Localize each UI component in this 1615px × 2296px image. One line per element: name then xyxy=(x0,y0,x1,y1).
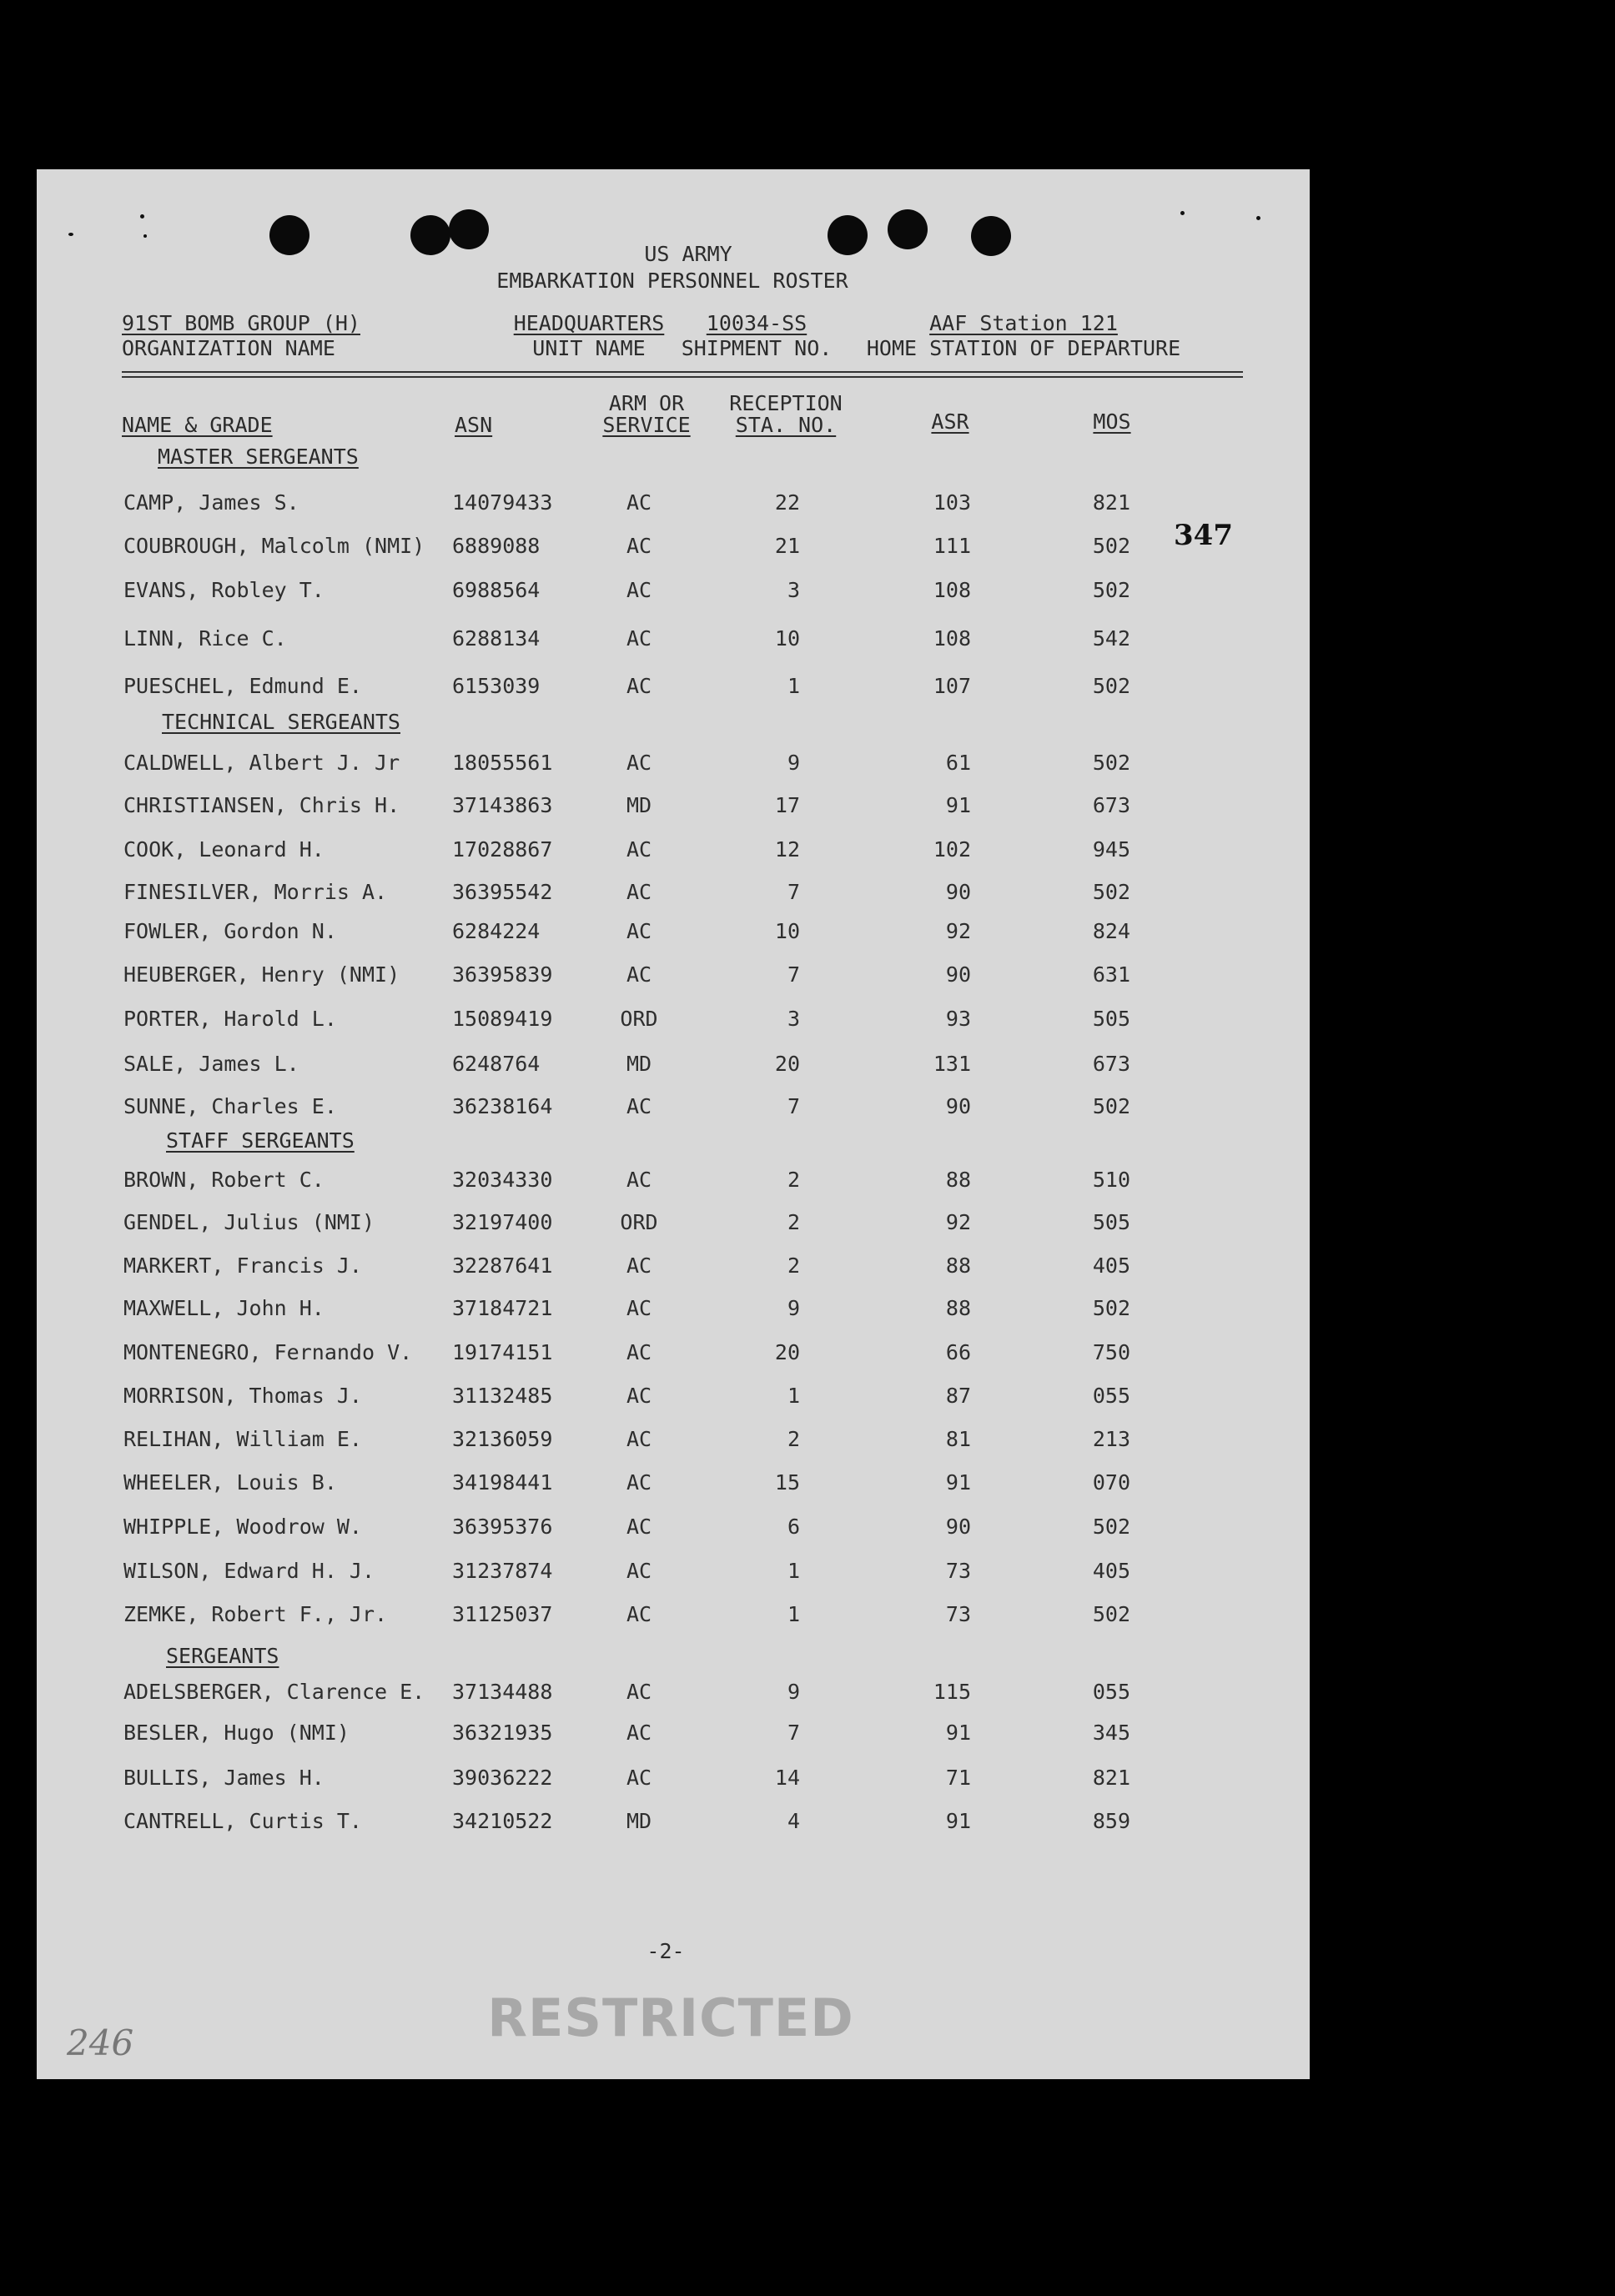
speck xyxy=(140,214,144,219)
cell-name: ZEMKE, Robert F., Jr. xyxy=(123,1602,388,1626)
cell-asn: 6248764 xyxy=(452,1052,541,1076)
cell-mos: 673 xyxy=(1092,1052,1130,1076)
cell-mos: 824 xyxy=(1092,919,1130,943)
cell-arm: AC xyxy=(626,674,652,698)
cell-arm: AC xyxy=(626,490,652,515)
punch-hole xyxy=(410,215,450,255)
cell-asn: 32287641 xyxy=(452,1254,553,1278)
cell-reception: 7 xyxy=(787,1094,800,1118)
cell-reception: 7 xyxy=(787,1721,800,1745)
double-rule xyxy=(122,376,1243,378)
cell-mos: 821 xyxy=(1092,490,1130,515)
cell-asr: 81 xyxy=(945,1427,971,1451)
cell-mos: 502 xyxy=(1092,880,1130,904)
page-number: -2- xyxy=(647,1939,685,1963)
cell-arm: ORD xyxy=(620,1007,658,1031)
cell-mos: 502 xyxy=(1092,751,1130,775)
cell-name: ADELSBERGER, Clarence E. xyxy=(123,1680,425,1704)
punch-hole xyxy=(828,215,868,255)
cell-asr: 93 xyxy=(945,1007,971,1031)
cell-name: MONTENEGRO, Fernando V. xyxy=(123,1340,413,1364)
cell-mos: 345 xyxy=(1092,1721,1130,1745)
unit-value: HEADQUARTERS xyxy=(513,311,665,335)
cell-asr: 91 xyxy=(945,793,971,817)
cell-arm: AC xyxy=(626,1470,652,1495)
cell-mos: 502 xyxy=(1092,578,1130,602)
doc-title: US ARMY xyxy=(644,242,732,266)
cell-mos: 055 xyxy=(1092,1680,1130,1704)
cell-mos: 405 xyxy=(1092,1254,1130,1278)
cell-reception: 1 xyxy=(787,674,800,698)
cell-name: PORTER, Harold L. xyxy=(123,1007,337,1031)
cell-asr: 88 xyxy=(945,1168,971,1192)
cell-asr: 102 xyxy=(933,837,971,862)
section-label: SERGEANTS xyxy=(166,1644,279,1668)
cell-asn: 36395839 xyxy=(452,962,553,987)
cell-mos: 502 xyxy=(1092,674,1130,698)
col-header-asn: ASN xyxy=(455,413,493,437)
cell-asr: 91 xyxy=(945,1721,971,1745)
punch-hole xyxy=(269,215,309,255)
cell-name: MAXWELL, John H. xyxy=(123,1296,325,1320)
cell-mos: 505 xyxy=(1092,1210,1130,1234)
cell-asr: 88 xyxy=(945,1254,971,1278)
doc-subtitle: EMBARKATION PERSONNEL ROSTER xyxy=(496,269,848,293)
cell-name: LINN, Rice C. xyxy=(123,626,287,651)
cell-mos: 502 xyxy=(1092,1094,1130,1118)
cell-reception: 2 xyxy=(787,1168,800,1192)
cell-reception: 9 xyxy=(787,1296,800,1320)
col-header-mos: MOS xyxy=(1093,409,1131,434)
cell-mos: 502 xyxy=(1092,534,1130,558)
cell-asn: 36321935 xyxy=(452,1721,553,1745)
cell-name: MORRISON, Thomas J. xyxy=(123,1384,362,1408)
cell-asn: 39036222 xyxy=(452,1766,553,1790)
cell-mos: 405 xyxy=(1092,1559,1130,1583)
cell-mos: 673 xyxy=(1092,793,1130,817)
cell-reception: 9 xyxy=(787,751,800,775)
cell-arm: AC xyxy=(626,837,652,862)
cell-asr: 90 xyxy=(945,1515,971,1539)
cell-arm: AC xyxy=(626,1168,652,1192)
cell-mos: 502 xyxy=(1092,1296,1130,1320)
cell-asr: 108 xyxy=(933,578,971,602)
cell-arm: AC xyxy=(626,1680,652,1704)
cell-arm: AC xyxy=(626,962,652,987)
cell-asr: 66 xyxy=(945,1340,971,1364)
cell-asn: 15089419 xyxy=(452,1007,553,1031)
cell-reception: 10 xyxy=(774,919,800,943)
restricted-stamp: RESTRICTED xyxy=(487,1987,854,2048)
cell-mos: 510 xyxy=(1092,1168,1130,1192)
cell-reception: 15 xyxy=(774,1470,800,1495)
cell-name: COUBROUGH, Malcolm (NMI) xyxy=(123,534,425,558)
cell-arm: AC xyxy=(626,1559,652,1583)
cell-asn: 31132485 xyxy=(452,1384,553,1408)
cell-reception: 1 xyxy=(787,1384,800,1408)
speck xyxy=(1256,216,1260,220)
cell-asn: 37134488 xyxy=(452,1680,553,1704)
cell-name: RELIHAN, William E. xyxy=(123,1427,362,1451)
punch-hole xyxy=(971,216,1011,256)
cell-reception: 7 xyxy=(787,880,800,904)
cell-name: BULLIS, James H. xyxy=(123,1766,325,1790)
cell-reception: 22 xyxy=(774,490,800,515)
section-label: MASTER SERGEANTS xyxy=(158,445,359,469)
cell-name: WHIPPLE, Woodrow W. xyxy=(123,1515,362,1539)
cell-name: BESLER, Hugo (NMI) xyxy=(123,1721,350,1745)
cell-asr: 73 xyxy=(945,1602,971,1626)
org-value: 91ST BOMB GROUP (H) xyxy=(122,311,360,335)
station-value: AAF Station 121 xyxy=(929,311,1118,335)
col-header-service: SERVICE xyxy=(602,413,691,437)
cell-reception: 9 xyxy=(787,1680,800,1704)
cell-reception: 10 xyxy=(774,626,800,651)
cell-reception: 3 xyxy=(787,1007,800,1031)
cell-asn: 34198441 xyxy=(452,1470,553,1495)
station-label: HOME STATION OF DEPARTURE xyxy=(866,336,1181,360)
cell-arm: AC xyxy=(626,626,652,651)
cell-mos: 859 xyxy=(1092,1809,1130,1833)
cell-asn: 32197400 xyxy=(452,1210,553,1234)
cell-mos: 945 xyxy=(1092,837,1130,862)
speck xyxy=(143,234,147,238)
cell-reception: 2 xyxy=(787,1254,800,1278)
col-header-sta-no: STA. NO. xyxy=(735,413,837,437)
section-label: STAFF SERGEANTS xyxy=(166,1128,355,1153)
org-label: ORGANIZATION NAME xyxy=(122,336,335,360)
cell-asr: 87 xyxy=(945,1384,971,1408)
cell-mos: 631 xyxy=(1092,962,1130,987)
cell-reception: 20 xyxy=(774,1340,800,1364)
shipment-value: 10034-SS xyxy=(706,311,808,335)
roster-page xyxy=(37,169,1310,2079)
cell-asn: 18055561 xyxy=(452,751,553,775)
cell-arm: AC xyxy=(626,880,652,904)
cell-asn: 19174151 xyxy=(452,1340,553,1364)
cell-mos: 055 xyxy=(1092,1384,1130,1408)
cell-asn: 37184721 xyxy=(452,1296,553,1320)
cell-asn: 17028867 xyxy=(452,837,553,862)
cell-arm: MD xyxy=(626,793,652,817)
cell-name: SALE, James L. xyxy=(123,1052,299,1076)
handwritten-number: 246 xyxy=(67,2022,134,2063)
cell-reception: 7 xyxy=(787,962,800,987)
cell-asr: 107 xyxy=(933,674,971,698)
cell-name: PUESCHEL, Edmund E. xyxy=(123,674,362,698)
cell-asn: 32136059 xyxy=(452,1427,553,1451)
cell-asr: 73 xyxy=(945,1559,971,1583)
cell-arm: AC xyxy=(626,919,652,943)
cell-reception: 14 xyxy=(774,1766,800,1790)
cell-arm: AC xyxy=(626,751,652,775)
cell-reception: 12 xyxy=(774,837,800,862)
cell-arm: ORD xyxy=(620,1210,658,1234)
cell-mos: 213 xyxy=(1092,1427,1130,1451)
cell-arm: AC xyxy=(626,1340,652,1364)
punch-hole xyxy=(888,209,928,249)
cell-name: COOK, Leonard H. xyxy=(123,837,325,862)
unit-label: UNIT NAME xyxy=(532,336,646,360)
cell-name: BROWN, Robert C. xyxy=(123,1168,325,1192)
cell-asn: 31237874 xyxy=(452,1559,553,1583)
cell-asn: 34210522 xyxy=(452,1809,553,1833)
cell-arm: AC xyxy=(626,578,652,602)
shipment-label: SHIPMENT NO. xyxy=(681,336,833,360)
cell-asr: 90 xyxy=(945,962,971,987)
cell-asr: 91 xyxy=(945,1809,971,1833)
cell-arm: AC xyxy=(626,534,652,558)
cell-name: EVANS, Robley T. xyxy=(123,578,325,602)
cell-mos: 502 xyxy=(1092,1602,1130,1626)
cell-reception: 6 xyxy=(787,1515,800,1539)
cell-asn: 6288134 xyxy=(452,626,541,651)
cell-asr: 91 xyxy=(945,1470,971,1495)
cell-arm: AC xyxy=(626,1384,652,1408)
cell-asr: 108 xyxy=(933,626,971,651)
cell-asr: 115 xyxy=(933,1680,971,1704)
cell-mos: 502 xyxy=(1092,1515,1130,1539)
cell-name: CAMP, James S. xyxy=(123,490,299,515)
cell-arm: MD xyxy=(626,1809,652,1833)
cell-mos: 505 xyxy=(1092,1007,1130,1031)
cell-arm: AC xyxy=(626,1602,652,1626)
cell-asr: 88 xyxy=(945,1296,971,1320)
cell-name: WHEELER, Louis B. xyxy=(123,1470,337,1495)
cell-reception: 1 xyxy=(787,1559,800,1583)
cell-name: MARKERT, Francis J. xyxy=(123,1254,362,1278)
cell-reception: 17 xyxy=(774,793,800,817)
cell-name: CALDWELL, Albert J. Jr xyxy=(123,751,400,775)
cell-asn: 31125037 xyxy=(452,1602,553,1626)
col-header-name: NAME & GRADE xyxy=(122,413,273,437)
cell-asn: 6153039 xyxy=(452,674,541,698)
cell-asn: 6284224 xyxy=(452,919,541,943)
cell-asr: 92 xyxy=(945,919,971,943)
double-rule xyxy=(122,371,1243,373)
cell-arm: AC xyxy=(626,1721,652,1745)
cell-mos: 070 xyxy=(1092,1470,1130,1495)
cell-asr: 90 xyxy=(945,880,971,904)
cell-reception: 3 xyxy=(787,578,800,602)
cell-arm: AC xyxy=(626,1094,652,1118)
cell-reception: 4 xyxy=(787,1809,800,1833)
cell-reception: 21 xyxy=(774,534,800,558)
col-header-reception: RECEPTION xyxy=(729,391,843,415)
cell-arm: AC xyxy=(626,1515,652,1539)
cell-name: WILSON, Edward H. J. xyxy=(123,1559,375,1583)
col-header-arm: ARM OR xyxy=(608,391,685,415)
cell-asn: 32034330 xyxy=(452,1168,553,1192)
punch-hole xyxy=(449,209,489,249)
cell-name: CHRISTIANSEN, Chris H. xyxy=(123,793,400,817)
cell-mos: 821 xyxy=(1092,1766,1130,1790)
cell-name: HEUBERGER, Henry (NMI) xyxy=(123,962,400,987)
cell-asn: 36395542 xyxy=(452,880,553,904)
cell-reception: 2 xyxy=(787,1210,800,1234)
cell-arm: AC xyxy=(626,1427,652,1451)
cell-mos: 542 xyxy=(1092,626,1130,651)
cell-asn: 6988564 xyxy=(452,578,541,602)
cell-asr: 131 xyxy=(933,1052,971,1076)
cell-asn: 14079433 xyxy=(452,490,553,515)
cell-asn: 36238164 xyxy=(452,1094,553,1118)
cell-asr: 103 xyxy=(933,490,971,515)
cell-mos: 750 xyxy=(1092,1340,1130,1364)
cell-arm: MD xyxy=(626,1052,652,1076)
cell-asr: 61 xyxy=(945,751,971,775)
cell-reception: 20 xyxy=(774,1052,800,1076)
cell-asn: 37143863 xyxy=(452,793,553,817)
cell-asn: 36395376 xyxy=(452,1515,553,1539)
cell-asr: 111 xyxy=(933,534,971,558)
cell-arm: AC xyxy=(626,1296,652,1320)
cell-asr: 92 xyxy=(945,1210,971,1234)
cell-name: CANTRELL, Curtis T. xyxy=(123,1809,362,1833)
col-header-asr: ASR xyxy=(931,409,969,434)
cell-name: FOWLER, Gordon N. xyxy=(123,919,337,943)
cell-reception: 2 xyxy=(787,1427,800,1451)
cell-asr: 90 xyxy=(945,1094,971,1118)
speck xyxy=(1180,211,1185,215)
cell-arm: AC xyxy=(626,1254,652,1278)
cell-name: FINESILVER, Morris A. xyxy=(123,880,388,904)
cell-name: SUNNE, Charles E. xyxy=(123,1094,337,1118)
cell-asr: 71 xyxy=(945,1766,971,1790)
cell-reception: 1 xyxy=(787,1602,800,1626)
margin-page-number: 347 xyxy=(1174,519,1233,552)
cell-name: GENDEL, Julius (NMI) xyxy=(123,1210,375,1234)
cell-asn: 6889088 xyxy=(452,534,541,558)
speck xyxy=(68,233,73,236)
cell-arm: AC xyxy=(626,1766,652,1790)
section-label: TECHNICAL SERGEANTS xyxy=(162,710,400,734)
